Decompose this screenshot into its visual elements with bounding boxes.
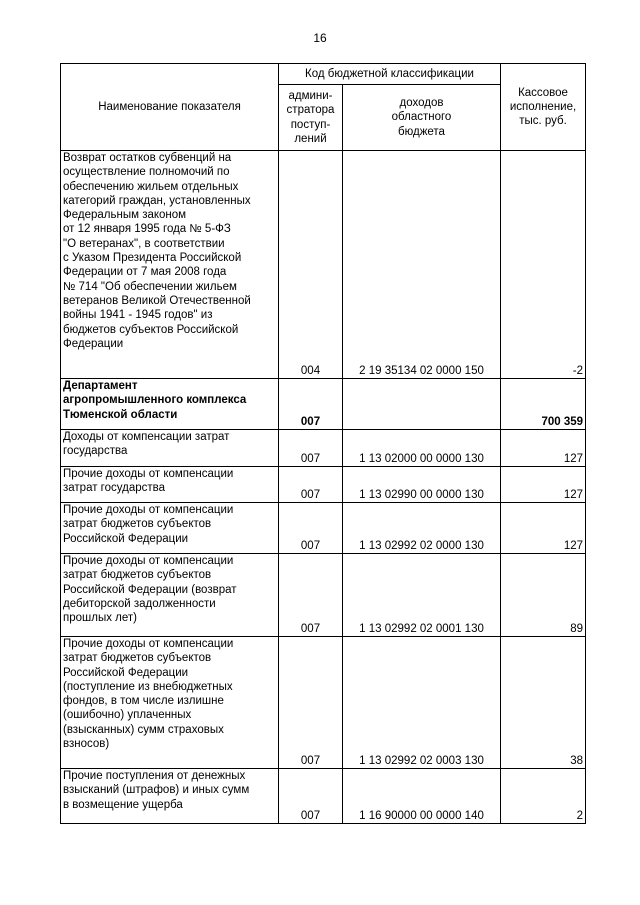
- budget-table: [60, 63, 586, 824]
- row-admin-code: 007: [279, 637, 343, 769]
- row-amount: 89: [501, 554, 586, 637]
- header-income: доходов областного бюджета: [343, 85, 501, 151]
- row-name: Департамент агропромышленного комплекса Тюменской области: [61, 379, 279, 430]
- row-name: Прочие поступления от денежных взысканий (штрафов) и иных сумм в возмещение ущерба: [61, 769, 279, 824]
- row-income-code: [343, 379, 501, 430]
- row-income-code: 2 19 35134 02 0000 150: [343, 151, 501, 379]
- row-income-code: 1 13 02992 02 0003 130: [343, 637, 501, 769]
- row-amount: 700 359: [501, 379, 586, 430]
- table-row: [61, 379, 586, 430]
- row-admin-code: 007: [279, 379, 343, 430]
- header-name: Наименование показателя: [61, 64, 279, 151]
- row-amount: 2: [501, 769, 586, 824]
- row-admin-code: 004: [279, 151, 343, 379]
- header-admin: админи- стратора поступ- лений: [279, 85, 343, 151]
- row-admin-code: 007: [279, 769, 343, 824]
- row-amount: 127: [501, 467, 586, 503]
- row-name: Возврат остатков субвенций на осуществление полномочий по обеспечению жильем отдельных категорий граждан, установленных Федеральным законом от 12 января 1995 года № 5-ФЗ "О ветеранах", в соответствии с Указом Президента Российской Федерации от 7 мая 2008 года № 714 "Об обеспечении жильем ветеранов Великой Отечественной войны 1941 - 1945 годов" из бюджетов субъектов Российской Федерации: [61, 151, 279, 379]
- row-name: Прочие доходы от компенсации затрат государства: [61, 467, 279, 503]
- row-amount: -2: [501, 151, 586, 379]
- row-income-code: 1 13 02992 02 0000 130: [343, 503, 501, 554]
- table-header: [61, 64, 586, 151]
- row-amount: 127: [501, 430, 586, 467]
- table-row: [61, 554, 586, 637]
- row-name: Прочие доходы от компенсации затрат бюджетов субъектов Российской Федерации: [61, 503, 279, 554]
- row-amount: 38: [501, 637, 586, 769]
- header-kbk: Код бюджетной классификации: [279, 64, 501, 85]
- header-cash: Кассовое исполнение, тыс. руб.: [501, 64, 586, 151]
- table-row: [61, 637, 586, 769]
- row-income-code: 1 16 90000 00 0000 140: [343, 769, 501, 824]
- table-row: [61, 503, 586, 554]
- table-body: [61, 151, 586, 824]
- table-row: [61, 769, 586, 824]
- table-row: [61, 151, 586, 379]
- row-admin-code: 007: [279, 430, 343, 467]
- row-income-code: 1 13 02000 00 0000 130: [343, 430, 501, 467]
- row-amount: 127: [501, 503, 586, 554]
- row-admin-code: 007: [279, 503, 343, 554]
- page-number: 16: [313, 31, 327, 45]
- table-row: [61, 430, 586, 467]
- row-income-code: 1 13 02992 02 0001 130: [343, 554, 501, 637]
- row-admin-code: 007: [279, 554, 343, 637]
- row-name: Прочие доходы от компенсации затрат бюджетов субъектов Российской Федерации (поступление из внебюджетных фондов, в том числе излишне (ошибочно) уплаченных (взысканных) сумм страховых взносов): [61, 637, 279, 769]
- row-name: Доходы от компенсации затрат государства: [61, 430, 279, 467]
- row-admin-code: 007: [279, 467, 343, 503]
- row-name: Прочие доходы от компенсации затрат бюджетов субъектов Российской Федерации (возврат дебиторской задолженности прошлых лет): [61, 554, 279, 637]
- row-income-code: 1 13 02990 00 0000 130: [343, 467, 501, 503]
- table-row: [61, 467, 586, 503]
